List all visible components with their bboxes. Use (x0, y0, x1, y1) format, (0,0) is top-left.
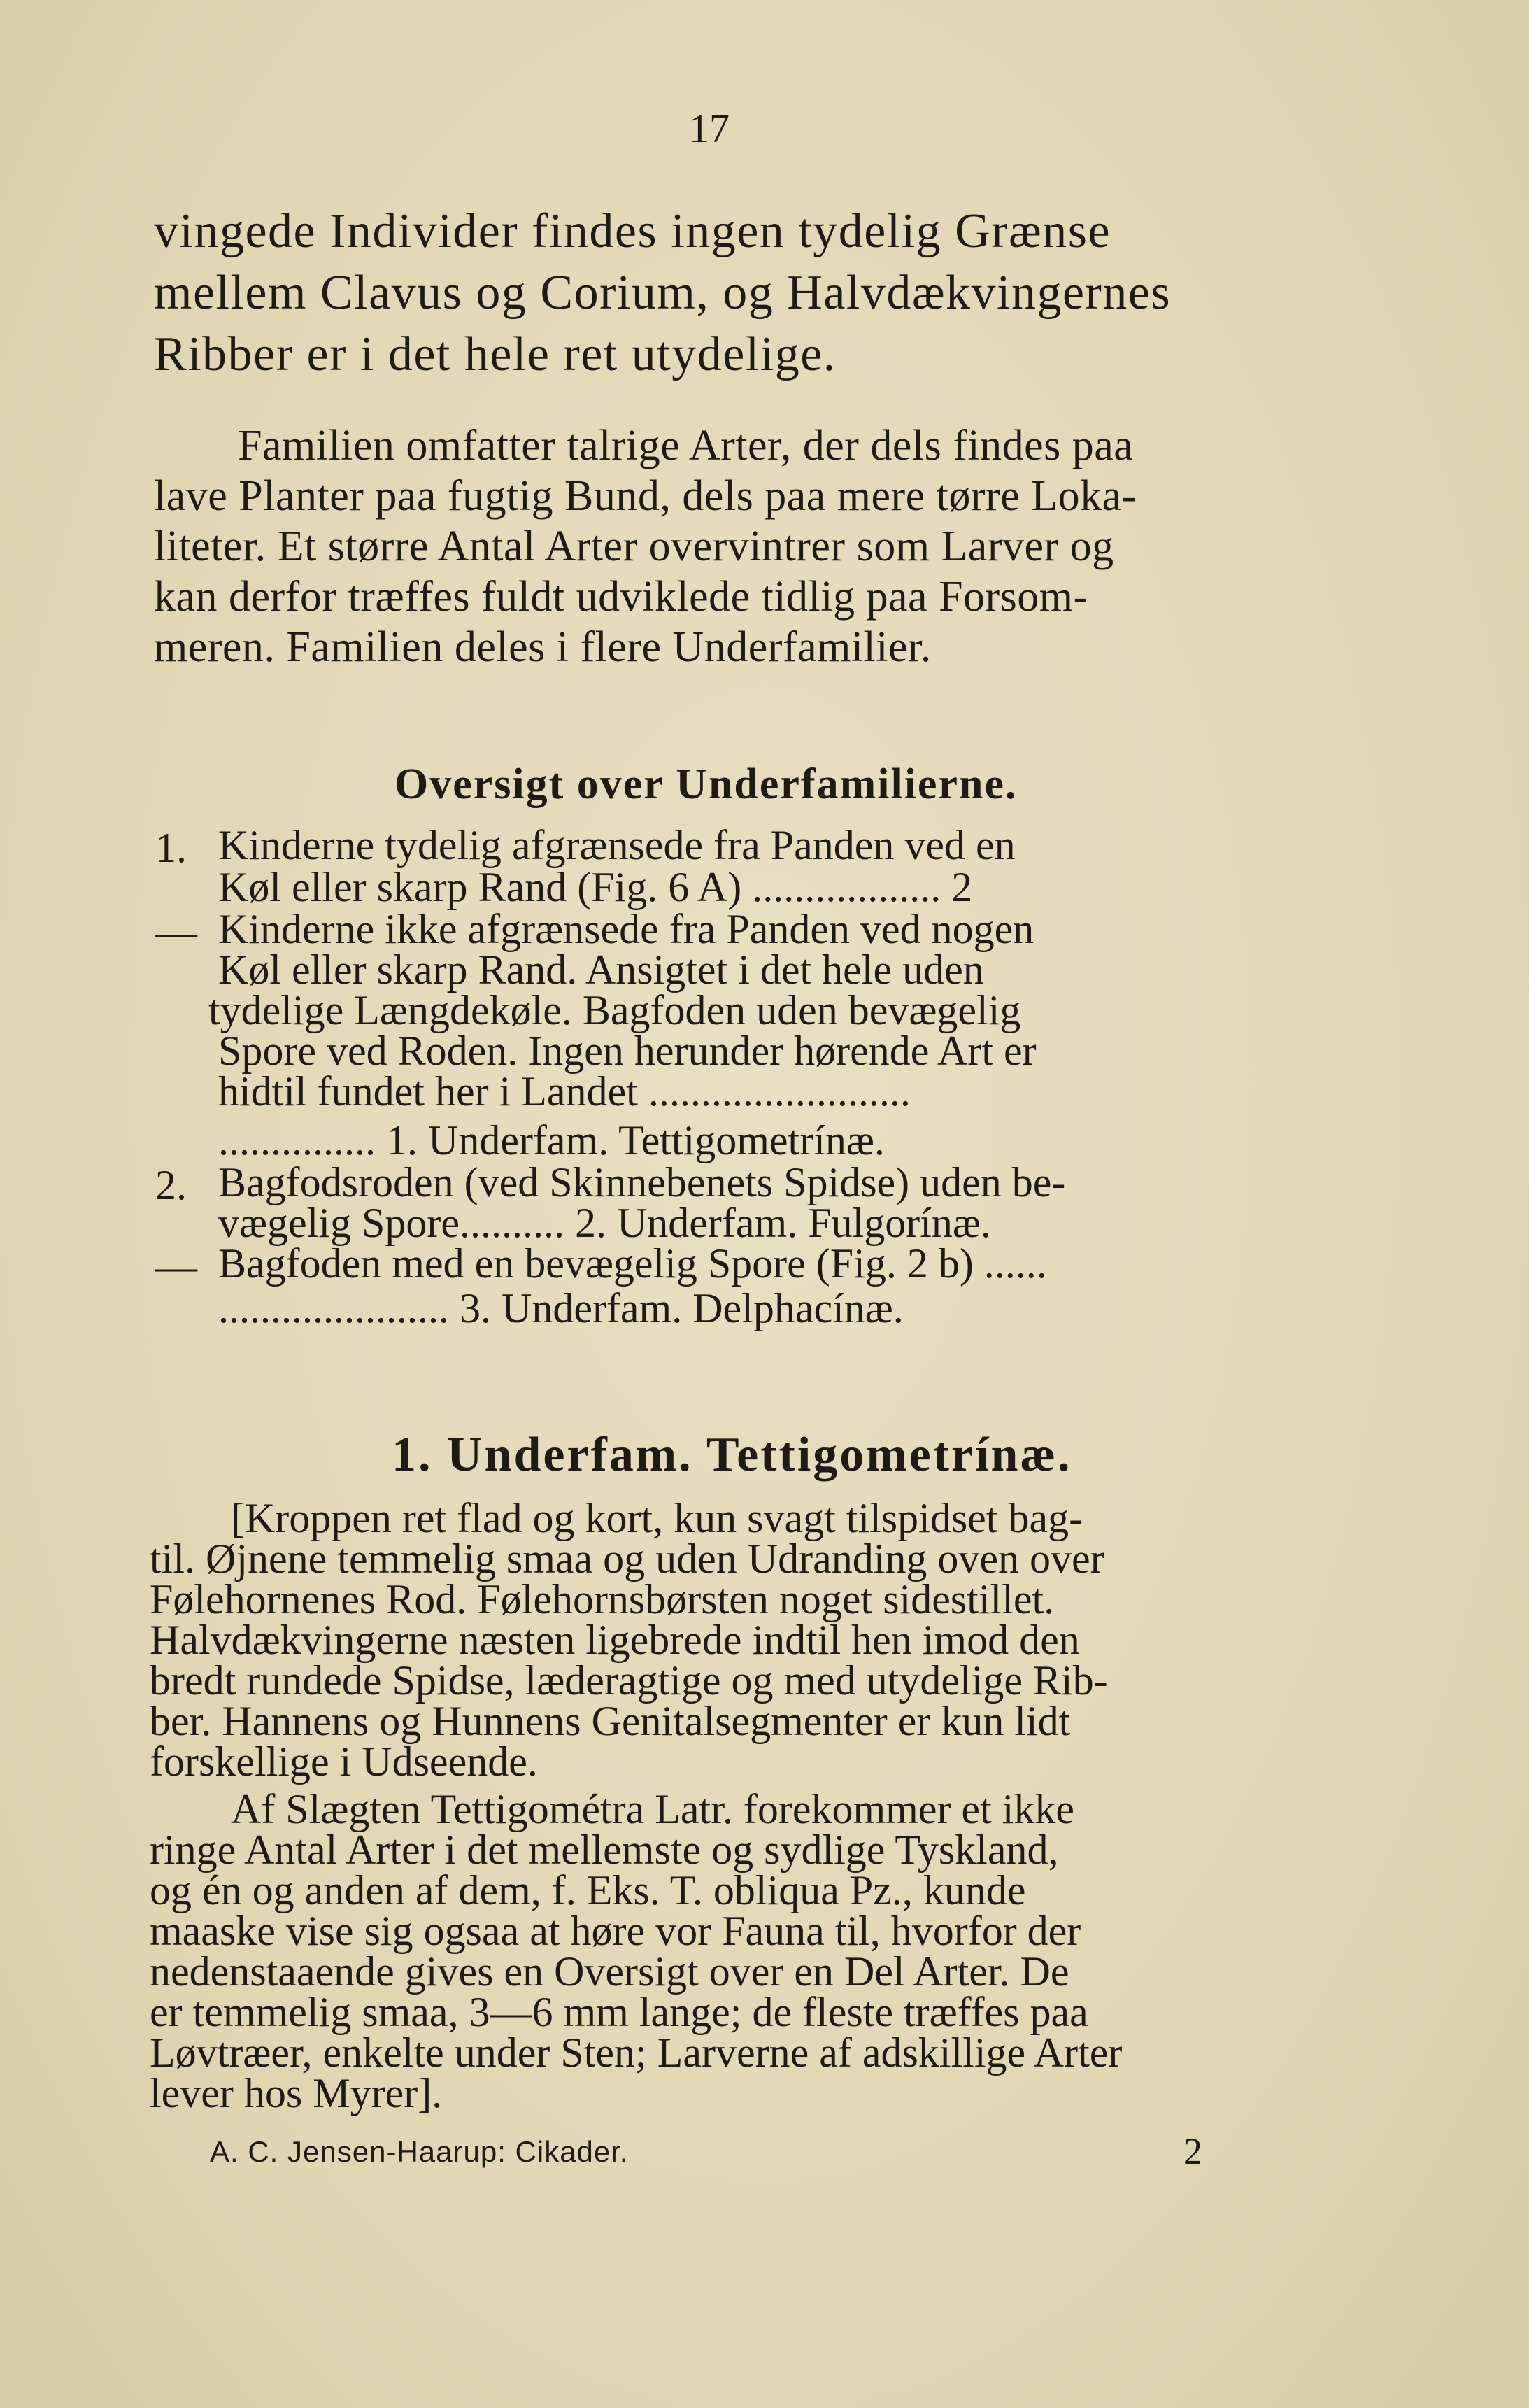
key-entry-dash: — (155, 1243, 197, 1289)
page-number: 17 (689, 106, 730, 151)
running-footer: A. C. Jensen-Haarup: Cikader. (210, 2135, 629, 2168)
subfamily-heading: 1. Underfam. Tettigometrínæ. (392, 1428, 1072, 1482)
text-line: Familien omfatter talrige Arter, der dels findes paa (238, 422, 1134, 469)
key-entry-number: 2. (155, 1162, 187, 1208)
key-line: tydelige Længdekøle. Bagfoden uden bevægelig (208, 987, 1021, 1033)
text-line: Følehornenes Rod. Følehornsbørsten noget sidestillet. (150, 1576, 1055, 1622)
text-line: lever hos Myrer]. (150, 2070, 443, 2116)
key-line: Kinderne tydelig afgrænsede fra Panden ved en (218, 822, 1016, 868)
key-line: vægelig Spore.......... 2. Underfam. Fulgorínæ. (218, 1200, 991, 1246)
text-line: mellem Clavus og Corium, og Halvdækvingernes (154, 266, 1172, 320)
key-entry-dash: — (155, 909, 197, 955)
text-line: [Kroppen ret flad og kort, kun svagt tilspidset bag- (231, 1495, 1083, 1541)
text-line: kan derfor træffes fuldt udviklede tidlig paa Forsom- (154, 573, 1088, 621)
key-line: Spore ved Roden. Ingen herunder hørende Art er (218, 1028, 1037, 1074)
key-line: Bagfodsroden (ved Skinnebenets Spidse) uden be- (218, 1159, 1066, 1205)
text-line: er temmelig smaa, 3—6 mm lange; de fleste træffes paa (150, 1989, 1088, 2035)
text-line: bredt rundede Spidse, læderagtige og med utydelige Rib- (150, 1657, 1108, 1704)
key-line: ............... 1. Underfam. Tettigometrínæ. (218, 1117, 885, 1163)
key-line: hidtil fundet her i Landet ......................... (218, 1068, 911, 1114)
key-line: Køl eller skarp Rand. Ansigtet i det hele uden (218, 947, 984, 993)
key-line: Køl eller skarp Rand (Fig. 6 A) .................. 2 (218, 864, 973, 910)
text-line: vingede Individer findes ingen tydelig Grænse (154, 204, 1111, 258)
text-line: ber. Hannens og Hunnens Genitalsegmenter er kun lidt (150, 1698, 1071, 1744)
text-line: forskellige i Udseende. (150, 1738, 538, 1785)
signature-mark: 2 (1183, 2130, 1202, 2172)
text-line: nedenstaaende gives en Oversigt over en Del Arter. De (150, 1948, 1069, 1995)
text-line: til. Øjnene temmelig smaa og uden Udranding oven over (150, 1536, 1104, 1582)
key-line: ...................... 3. Underfam. Delphacínæ. (218, 1285, 904, 1331)
text-line: Løvtræer, enkelte under Sten; Larverne af adskillige Arter (150, 2030, 1123, 2076)
overview-heading: Oversigt over Underfamilierne. (394, 760, 1018, 808)
text-line: lave Planter paa fugtig Bund, dels paa mere tørre Loka- (154, 472, 1137, 520)
text-line: Af Slægten Tettigométra Latr. forekommer et ikke (231, 1786, 1075, 1832)
text-line: og én og anden af dem, f. Eks. T. obliqua Pz., kunde (150, 1867, 1026, 1913)
text-line: liteter. Et større Antal Arter overvintrer som Larver og (154, 523, 1114, 570)
text-line: maaske vise sig ogsaa at høre vor Fauna til, hvorfor der (150, 1908, 1081, 1954)
key-entry-number: 1. (155, 825, 187, 871)
text-line: Halvdækvingerne næsten ligebrede indtil hen imod den (150, 1617, 1080, 1663)
text-line: meren. Familien deles i flere Underfamilier. (154, 623, 932, 671)
key-line: Bagfoden med en bevægelig Spore (Fig. 2 b) ...... (218, 1240, 1047, 1287)
key-line: Kinderne ikke afgrænsede fra Panden ved nogen (218, 906, 1034, 952)
text-line: Ribber er i det hele ret utydelige. (154, 327, 837, 381)
text-line: ringe Antal Arter i det mellemste og sydlige Tyskland, (150, 1827, 1059, 1873)
